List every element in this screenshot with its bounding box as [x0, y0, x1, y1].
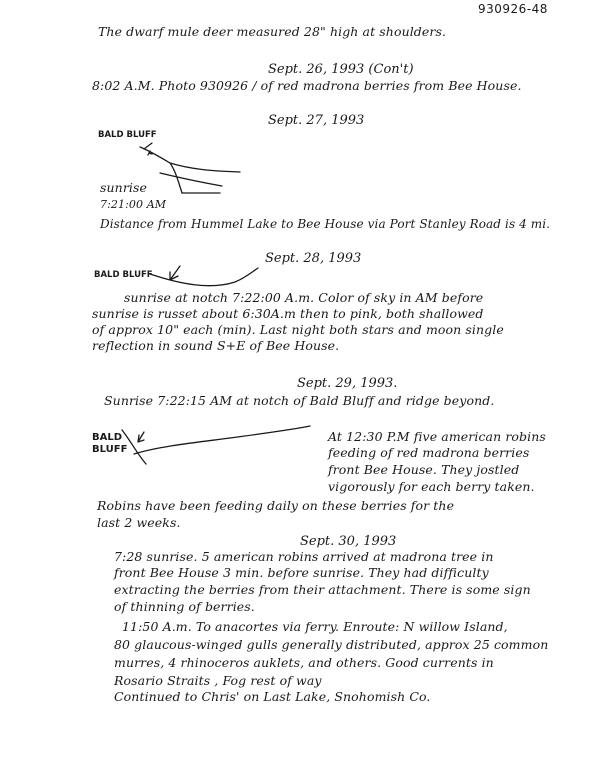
entry-line: 80 glaucous-winged gulls generally distributed, approx 25 common — [114, 637, 549, 652]
entry-date: Sept. 30, 1993 — [300, 534, 397, 549]
entry-date: Sept. 29, 1993. — [297, 376, 398, 391]
entry-line: Rosario Straits , Fog rest of way — [114, 673, 322, 688]
sketch-label: sunrise — [100, 180, 148, 195]
entry-line: The dwarf mule deer measured 28" high at shoulders. — [98, 24, 447, 39]
entry-line: Continued to Chris' on Last Lake, Snohomish Co. — [114, 689, 431, 704]
entry-line: murres, 4 rhinoceros auklets, and others. Good currents in — [114, 655, 494, 670]
entry-line: feeding of red madrona berries — [328, 445, 530, 460]
entry-date: Sept. 27, 1993 — [268, 113, 365, 128]
entry-line: last 2 weeks. — [97, 515, 181, 530]
entry-line: 8:02 A.M. Photo 930926 / of red madrona berries from Bee House. — [92, 78, 522, 93]
entry-date: Sept. 28, 1993 — [265, 251, 362, 266]
entry-line: Distance from Hummel Lake to Bee House via Port Stanley Road is 4 mi. — [100, 217, 551, 231]
entry-line: 7:28 sunrise. 5 american robins arrived at madrona tree in — [114, 549, 494, 564]
entry-line: of thinning of berries. — [114, 599, 255, 614]
sketch-label: BALD — [92, 432, 123, 443]
entry-line: sunrise is russet about 6:30A.m then to pink, both shallowed — [92, 306, 484, 321]
document-id: 930926-48 — [478, 2, 548, 16]
entry-date: Sept. 26, 1993 (Con't) — [268, 62, 414, 77]
entry-line: At 12:30 P.M five american robins — [328, 429, 546, 444]
entry-line: of approx 10" each (min). Last night both stars and moon single — [92, 322, 504, 337]
entry-line: Sunrise 7:22:15 AM at notch of Bald Bluff and ridge beyond. — [104, 393, 495, 408]
entry-line: sunrise at notch 7:22:00 A.m. Color of sky in AM before — [124, 290, 484, 305]
entry-line: reflection in sound S+E of Bee House. — [92, 338, 340, 353]
sketch-label: BALD BLUFF — [98, 130, 157, 140]
sketch-label: BLUFF — [92, 444, 128, 455]
entry-line: Robins have been feeding daily on these berries for the — [97, 498, 455, 513]
entry-line: front Bee House 3 min. before sunrise. They had difficulty — [114, 565, 489, 580]
entry-line: 11:50 A.m. To anacortes via ferry. Enroute: N willow Island, — [122, 619, 508, 634]
entry-line: front Bee House. They jostled — [328, 462, 520, 477]
bluff-notch-sketch — [140, 262, 280, 292]
entry-line: extracting the berries from their attachment. There is some sign — [114, 582, 531, 597]
entry-line: vigorously for each berry taken. — [328, 479, 535, 494]
sketch-label: 7:21:00 AM — [100, 198, 167, 211]
sketch-label: BALD BLUFF — [94, 270, 153, 280]
bluff-ridge-sketch — [120, 420, 320, 470]
